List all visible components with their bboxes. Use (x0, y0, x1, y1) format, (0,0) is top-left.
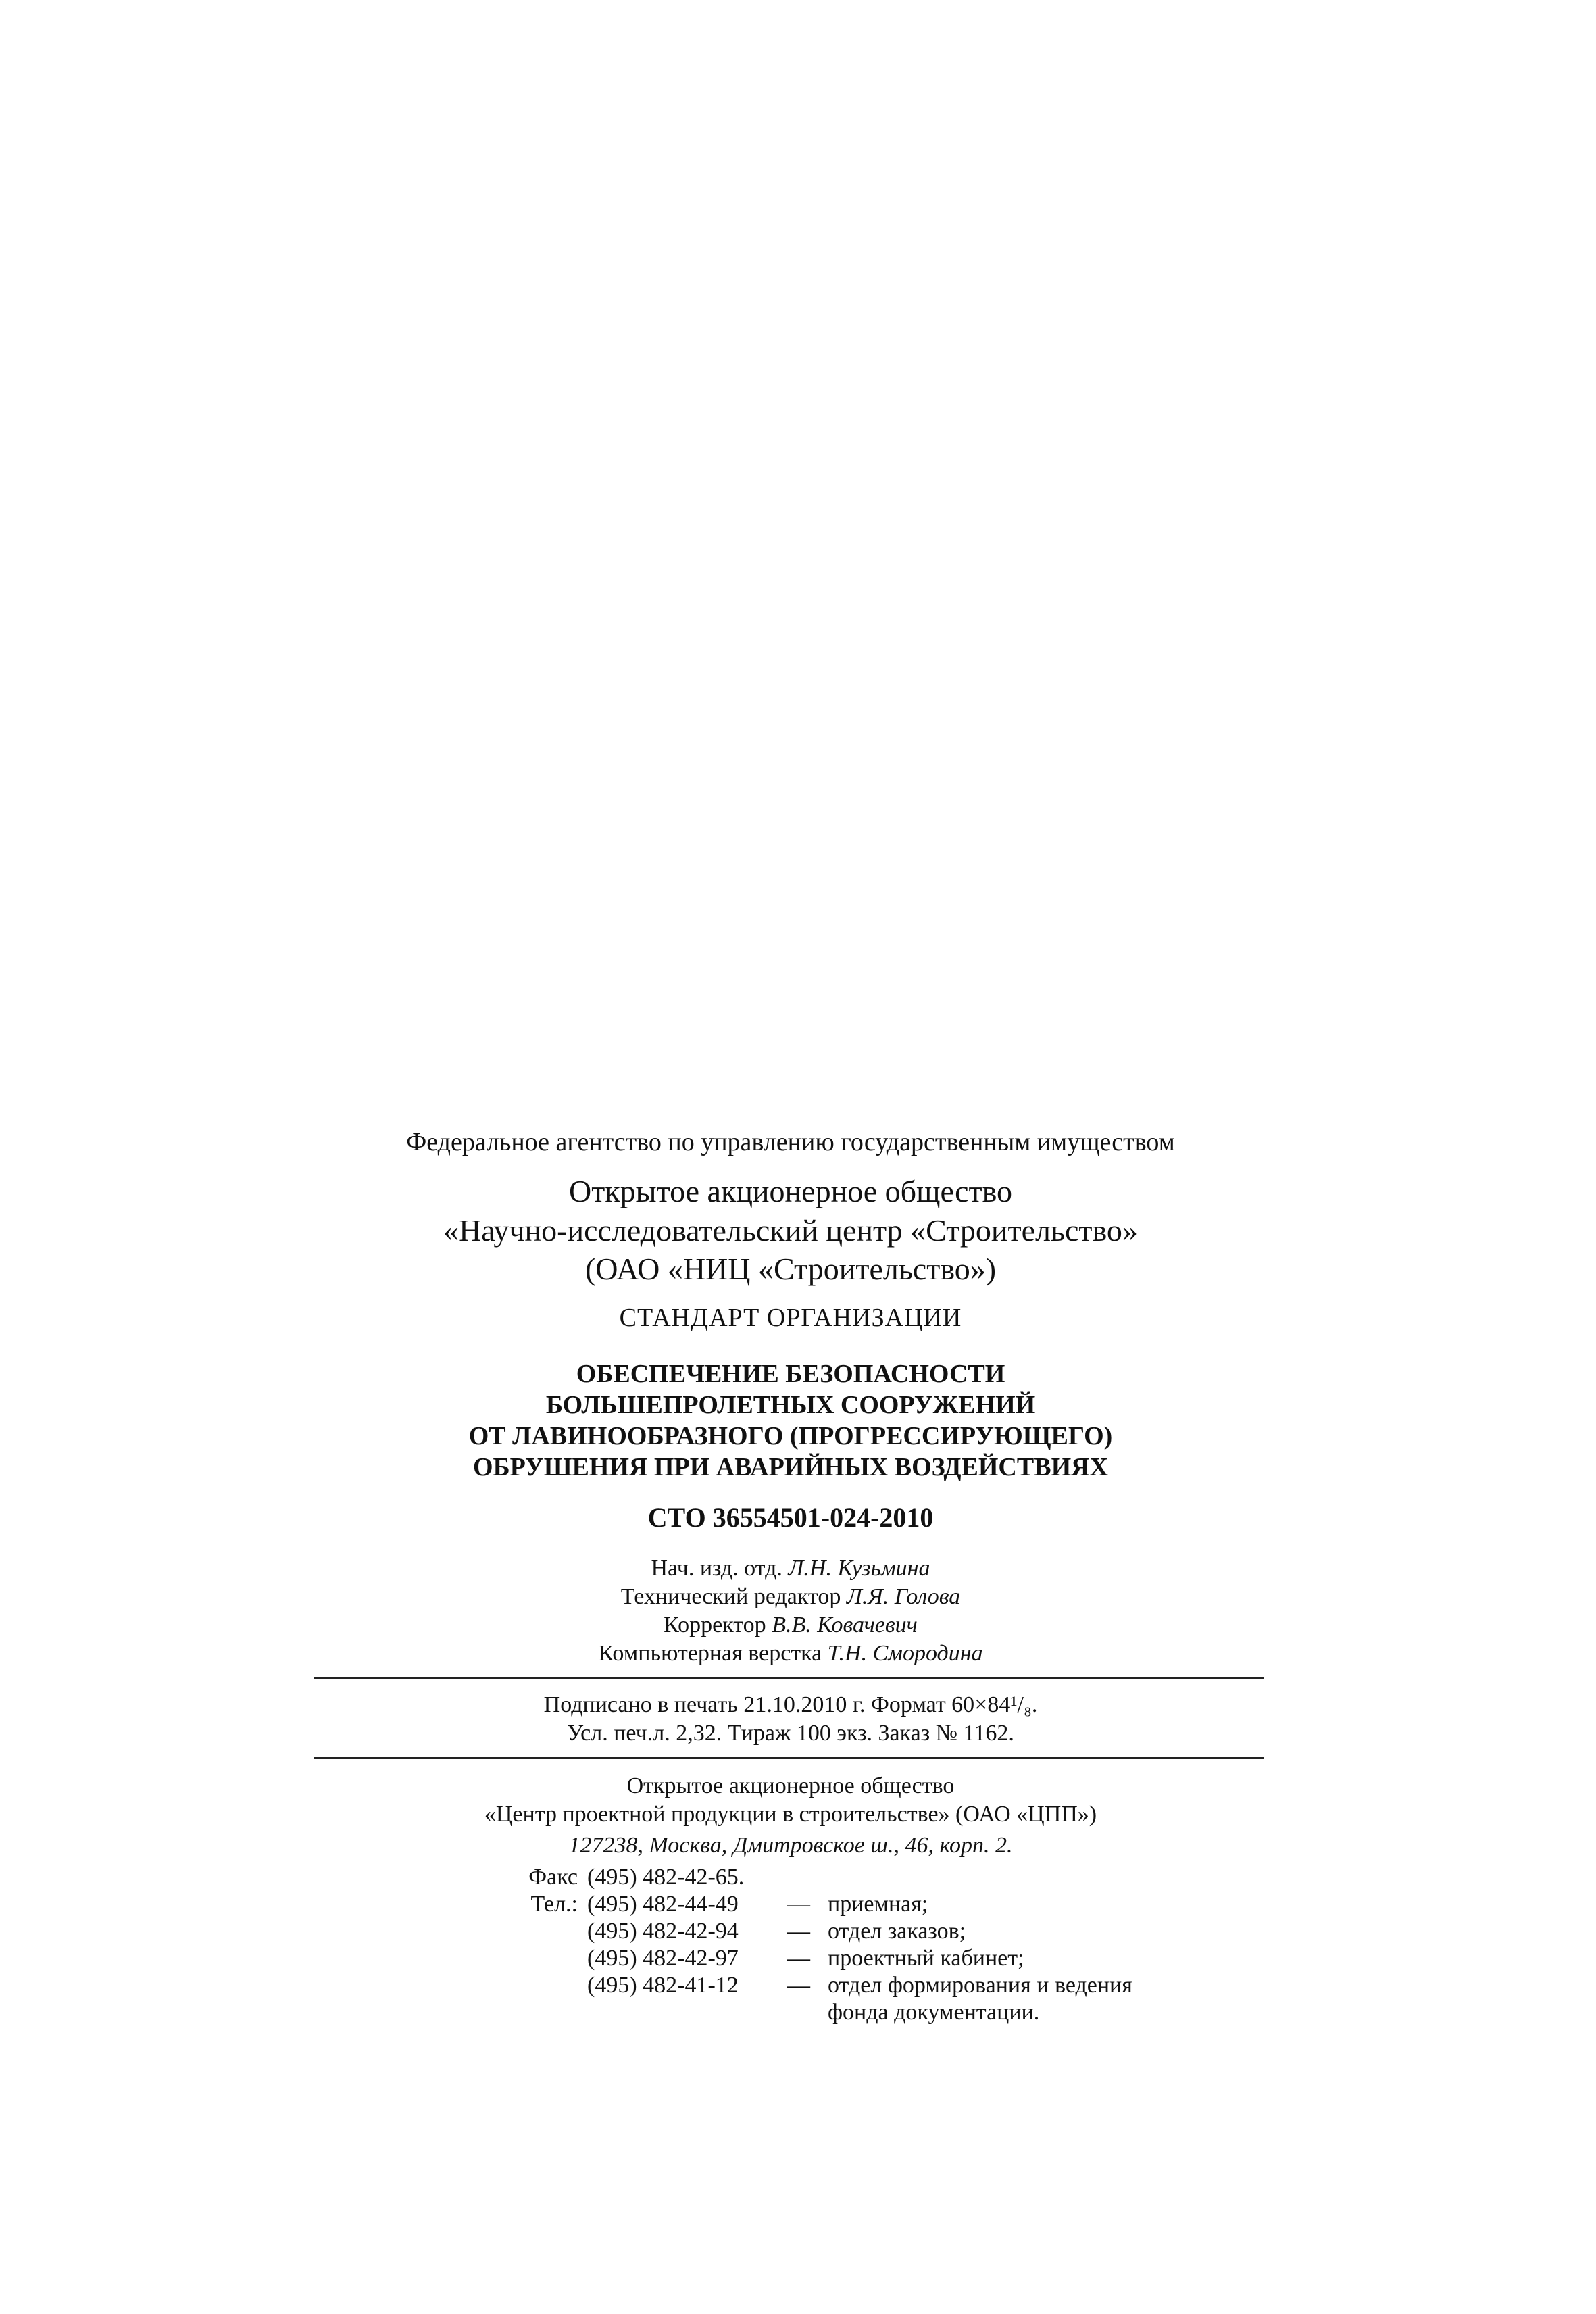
staff-line (311, 1611, 1270, 1640)
agency-name: Федеральное агентство по управлению государственным имуществом (406, 1128, 1175, 1156)
organization-line-3: (ОАО «НИЦ «Строительство») (584, 1252, 997, 1286)
staff-name: Т.Н. Смородина (827, 1641, 983, 1666)
document-title-line-3: ОТ ЛАВИНООБРАЗНОГО (ПРОГРЕССИРУЮЩЕГО) (468, 1422, 1113, 1450)
publisher-line-1: Открытое акционерное общество (626, 1773, 955, 1798)
contact-description: отдел формирования и ведения (828, 1973, 1132, 1998)
publisher-line-2: «Центр проектной продукции в строительстве» (ОАО «ЦПП») (484, 1802, 1097, 1827)
contact-label: Тел.: (530, 1892, 578, 1917)
staff-name: В.В. Ковачевич (772, 1613, 918, 1638)
staff-line (311, 1640, 1270, 1668)
document-kind: СТАНДАРТ ОРГАНИЗАЦИИ (619, 1304, 962, 1332)
print-info-line-1: Подписано в печать 21.10.2010 г. Формат 60×84¹/₈. (543, 1692, 1038, 1717)
contact-dash: — (787, 1946, 810, 1971)
organization-line-2: «Научно-исследовательский центр «Строительство» (443, 1213, 1138, 1248)
staff-role: Корректор (664, 1613, 766, 1638)
contact-description: проектный кабинет; (828, 1946, 1024, 1971)
contact-dash: — (787, 1973, 810, 1998)
contact-label: Факс (528, 1865, 578, 1890)
publisher-address: 127238, Москва, Дмитровское ш., 46, корп. 2. (568, 1833, 1013, 1858)
document-title-line-1: ОБЕСПЕЧЕНИЕ БЕЗОПАСНОСТИ (576, 1360, 1005, 1388)
divider-bottom (314, 1757, 1264, 1759)
organization-line-1: Открытое акционерное общество (569, 1174, 1012, 1208)
contact-number: (495) 482-44-49 (587, 1892, 739, 1917)
staff-name: Л.Н. Кузьмина (788, 1556, 930, 1581)
staff-line (311, 1554, 1270, 1583)
contact-number: (495) 482-42-94 (587, 1919, 739, 1944)
document-title-line-2: БОЛЬШЕПРОЛЕТНЫХ СООРУЖЕНИЙ (545, 1391, 1036, 1419)
staff-name: Л.Я. Голова (846, 1584, 961, 1609)
document-code: СТО 36554501-024-2010 (647, 1502, 934, 1533)
contact-description: приемная; (828, 1892, 928, 1917)
staff-role: Нач. изд. отд. (651, 1556, 782, 1581)
contact-number: (495) 482-42-65. (587, 1865, 745, 1890)
contact-dash: — (787, 1892, 810, 1917)
contact-description: фонда документации. (828, 2000, 1040, 2025)
print-info-line-2: Усл. печ.л. 2,32. Тираж 100 экз. Заказ № 1162. (567, 1721, 1014, 1746)
contact-dash: — (787, 1919, 810, 1944)
divider-top (314, 1677, 1264, 1679)
staff-role: Компьютерная верстка (598, 1641, 822, 1666)
contact-number: (495) 482-42-97 (587, 1946, 739, 1971)
contact-number: (495) 482-41-12 (587, 1973, 739, 1998)
staff-line (311, 1583, 1270, 1611)
staff-role: Технический редактор (620, 1584, 841, 1609)
contact-description: отдел заказов; (828, 1919, 966, 1944)
document-title-line-4: ОБРУШЕНИЯ ПРИ АВАРИЙНЫХ ВОЗДЕЙСТВИЯХ (472, 1453, 1109, 1481)
